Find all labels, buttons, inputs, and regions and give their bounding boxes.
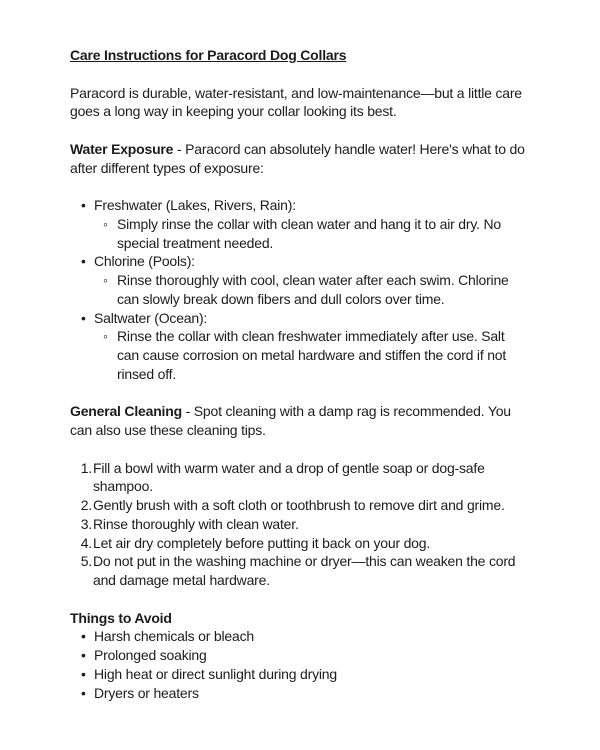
general-cleaning-heading: General Cleaning bbox=[70, 403, 182, 420]
sub-list bbox=[94, 271, 530, 309]
list-item: Let air dry completely before putting it back on your dog. bbox=[93, 534, 431, 551]
list-item: Fill a bowl with warm water and a drop of gentle soap or dog-safe shampoo. bbox=[93, 459, 485, 495]
things-to-avoid-heading: Things to Avoid bbox=[70, 609, 172, 626]
list-item bbox=[94, 196, 530, 252]
things-to-avoid-paragraph bbox=[70, 609, 530, 628]
water-exposure-lead: - Paracord can absolutely handle water! Here's what to do after different types of exposure: bbox=[70, 140, 525, 176]
list-item: Gently brush with a soft cloth or toothbrush to remove dirt and grime. bbox=[93, 497, 505, 513]
list-item bbox=[94, 252, 530, 308]
list-item-label: Saltwater (Ocean): bbox=[94, 309, 208, 326]
list-item-label: Freshwater (Lakes, Rivers, Rain): bbox=[94, 197, 296, 213]
list-item-detail: ◦ Rinse the collar with clean freshwater immediately after use. Salt can cause corrosion on metal hardware and stiffen the cord if not rinsed off. bbox=[117, 327, 530, 383]
page-title: Care Instructions for Paracord Dog Collars bbox=[70, 47, 347, 63]
list-item-label: Chlorine (Pools): bbox=[94, 253, 195, 270]
list-item-detail: ◦ Simply rinse the collar with clean water and hang it to air dry. No special treatment needed. bbox=[117, 215, 530, 253]
water-exposure-heading: Water Exposure bbox=[70, 140, 174, 157]
list-item: • Harsh chemicals or bleach bbox=[94, 627, 530, 646]
sub-list bbox=[94, 215, 530, 253]
sub-list bbox=[94, 327, 530, 383]
list-item-detail: ◦ Rinse thoroughly with cool, clean water after each swim. Chlorine can slowly break down fibers and dull colors over time. bbox=[117, 271, 530, 309]
list-item: Do not put in the washing machine or dryer—this can weaken the cord and damage metal hardware. bbox=[93, 553, 516, 588]
list-item: • Prolonged soaking bbox=[94, 646, 530, 665]
cleaning-steps-list bbox=[70, 459, 530, 590]
general-cleaning-lead: - Spot cleaning with a damp rag is recommended. You can also use these cleaning tips. bbox=[70, 403, 511, 438]
list-item: Rinse thoroughly with clean water. bbox=[93, 515, 299, 532]
intro-paragraph: Paracord is durable, water-resistant, and low-maintenance—but a little care goes a long way in keeping your collar looking its best. bbox=[70, 84, 522, 120]
water-exposure-list bbox=[70, 196, 530, 384]
general-cleaning-paragraph bbox=[70, 402, 530, 440]
water-exposure-paragraph bbox=[70, 140, 530, 178]
list-item: • Dryers or heaters bbox=[94, 684, 530, 703]
list-item: • High heat or direct sunlight during drying bbox=[94, 665, 530, 684]
list-item bbox=[94, 309, 530, 384]
things-to-avoid-list bbox=[70, 627, 530, 702]
